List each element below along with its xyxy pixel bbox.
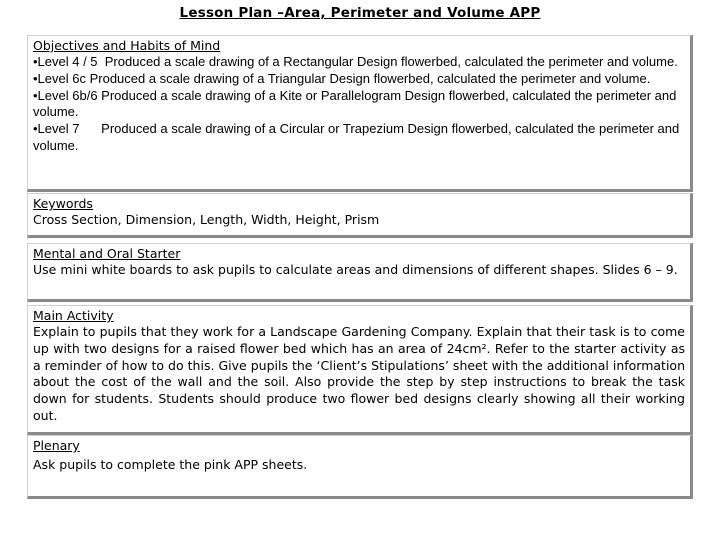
plenary-heading: Plenary [33, 438, 80, 453]
objectives-list [33, 54, 685, 155]
main-activity-heading: Main Activity [33, 308, 114, 323]
objectives-heading: Objectives and Habits of Mind [33, 38, 221, 53]
keywords-heading: Keywords [33, 196, 93, 211]
main-activity-section [27, 305, 693, 435]
objective-item: •Level 4 / 5 Produced a scale drawing of a Rectangular Design flowerbed, calculated the perimeter and volume. [33, 54, 678, 69]
plenary-section [27, 435, 693, 499]
keywords-text: Cross Section, Dimension, Length, Width, Height, Prism [33, 212, 380, 227]
starter-heading: Mental and Oral Starter [33, 246, 181, 261]
starter-text: Use mini white boards to ask pupils to calculate areas and dimensions of different shapes. Slides 6 – 9. [33, 262, 678, 277]
main-activity-text: Explain to pupils that they work for a Landscape Gardening Company. Explain that their task is to come up with two designs for a raised flower bed which has an area of 24cm². Refer to the starter activity as a reminder of how to do this. Give pupils the ‘Client’s Stipulations’ sheet with the additional information about the cost of the wall and the soil. Also provide the step by step instructions to break the task down for students. Students should produce two flower bed designs clearly showing all their working out. [33, 324, 685, 423]
keywords-section [27, 193, 693, 238]
objective-item: •Level 6c Produced a scale drawing of a Triangular Design flowerbed, calculated the perimeter and volume. [33, 70, 651, 86]
starter-section [27, 243, 693, 302]
objective-item: •Level 7 Produced a scale drawing of a Circular or Trapezium Design flowerbed, calculated the perimeter and volume. [33, 121, 683, 153]
objectives-section [27, 35, 693, 192]
page-title: Lesson Plan –Area, Perimeter and Volume APP [179, 5, 541, 21]
plenary-text: Ask pupils to complete the pink APP sheets. [33, 457, 308, 472]
objective-item: •Level 6b/6 Produced a scale drawing of a Kite or Parallelogram Design flowerbed, calculated the perimeter and volume. [33, 87, 680, 120]
